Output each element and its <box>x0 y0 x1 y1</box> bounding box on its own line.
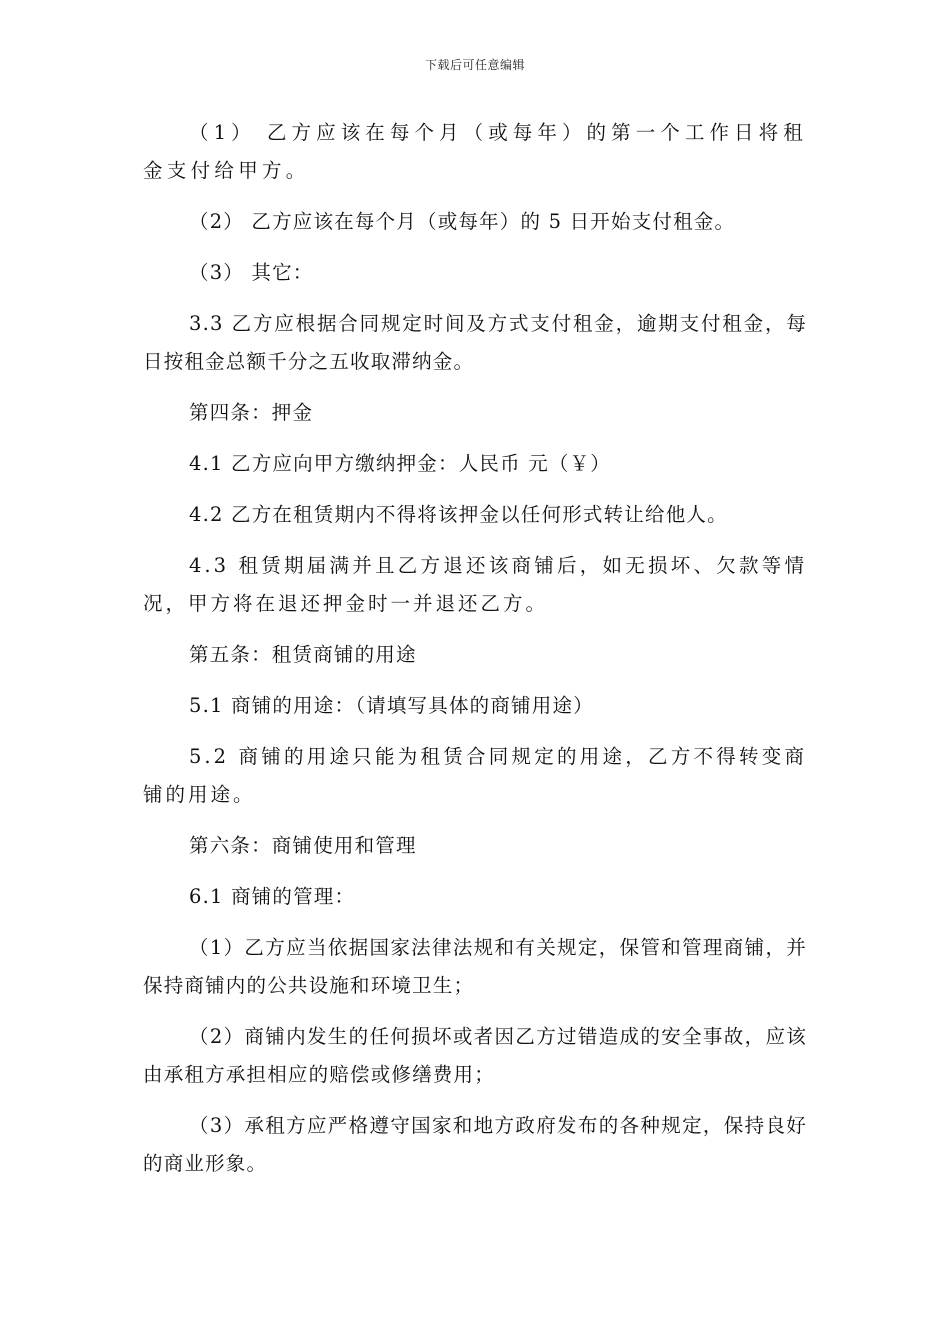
clause-5-1: 5.1 商铺的用途：（请填写具体的商铺用途） <box>189 694 594 717</box>
clause-5-2: 5.2 商铺的用途只能为租赁合同规定的用途，乙方不得转变商铺的用途。 <box>143 745 807 806</box>
clause-4-3: 4.3 租赁期届满并且乙方退还该商铺后，如无损坏、欠款等情况，甲方将在退还押金时一并退还乙方。 <box>143 554 807 615</box>
clause-payment-option-1: （1） 乙方应该在每个月（或每年）的第一个工作日将租金支付给甲方。 <box>143 121 807 182</box>
clause-4-1: 4.1 乙方应向甲方缴纳押金：人民币 元（￥） <box>189 452 612 475</box>
clause-6-1: 6.1 商铺的管理： <box>189 885 356 908</box>
clause-4-2: 4.2 乙方在租赁期内不得将该押金以任何形式转让给他人。 <box>189 503 728 526</box>
clause-6-1-item-1: （1）乙方应当依据国家法律法规和有关规定，保管和管理商铺，并保持商铺内的公共设施和环境卫生； <box>143 936 807 997</box>
clause-payment-option-2: （2） 乙方应该在每个月（或每年）的 5 日开始支付租金。 <box>189 210 736 233</box>
clause-6-1-item-2: （2）商铺内发生的任何损坏或者因乙方过错造成的安全事故，应该由承租方承担相应的赔偿或修缮费用； <box>143 1025 807 1086</box>
clause-6-1-item-3: （3）承租方应严格遵守国家和地方政府发布的各种规定，保持良好的商业形象。 <box>143 1114 807 1175</box>
clause-3-3: 3.3 乙方应根据合同规定时间及方式支付租金，逾期支付租金，每日按租金总额千分之五收取滞纳金。 <box>143 312 807 373</box>
clause-payment-option-3: （3） 其它： <box>189 261 314 284</box>
article-4-heading: 第四条：押金 <box>189 401 314 424</box>
document-body <box>143 114 807 1196</box>
article-5-heading: 第五条：租赁商铺的用途 <box>189 643 417 666</box>
article-6-heading: 第六条：商铺使用和管理 <box>189 834 417 857</box>
page-header: 下载后可任意编辑 <box>424 58 525 72</box>
